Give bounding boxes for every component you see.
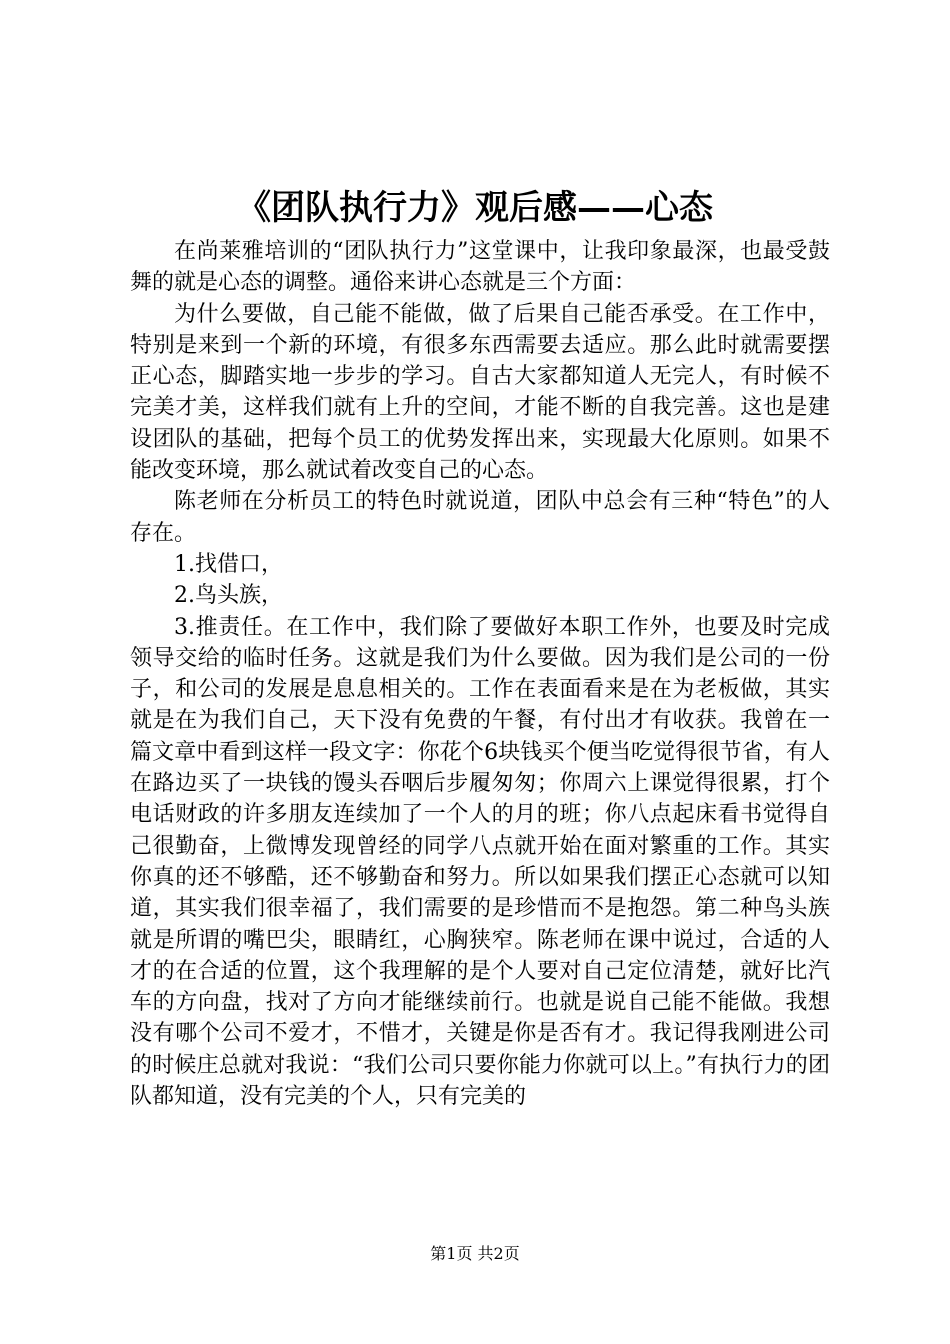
document-title: 《团队执行力》观后感——心态	[237, 188, 713, 228]
document-body	[130, 236, 830, 1112]
list-item-excuses: 1.找借口，	[174, 551, 283, 577]
list-item-blame: 3.推责任。在工作中，我们除了要做好本职工作外，也要及时完成领导交给的临时任务。这就是我们为什么要做。因为我们是公司的一份子，和公司的发展是息息相关的。工作在表面看来是在为老板做，其实就是在为我们自己，天下没有免费的午餐，有付出才有收获。我曾在一篇文章中看到这样一段文字：你花个6块钱买个便当吃觉得很节省，有人在路边买了一块钱的馒头吞咽后步履匆匆；你周六上课觉得很累，打个电话财政的许多朋友连续加了一个人的月的班；你八点起床看书觉得自己很勤奋，上微博发现曾经的同学八点就开始在面对繁重的工作。其实你真的还不够酷，还不够勤奋和努力。所以如果我们摆正心态就可以知道，其实我们很幸福了，我们需要的是珍惜而不是抱怨。第二种鸟头族就是所谓的嘴巴尖，眼睛红，心胸狭窄。陈老师在课中说过，合适的人才的在合适的位置，这个我理解的是个人要对自己定位清楚，就好比汽车的方向盘，找对了方向才能继续前行。也就是说自己能不能做。我想没有哪个公司不爱才，不惜才，关键是你是否有才。我记得我刚进公司的时候庄总就对我说：“我们公司只要你能力你就可以上。”有执行力的团队都知道，没有完美的个人，只有完美的	[130, 614, 830, 1110]
page-number: 第1页 共2页	[430, 1244, 520, 1263]
list-item-bird-head: 2.鸟头族，	[174, 583, 283, 609]
paragraph-attitude: 为什么要做，自己能不能做，做了后果自己能否承受。在工作中，特别是来到一个新的环境，有很多东西需要去适应。那么此时就需要摆正心态，脚踏实地一步步的学习。自古大家都知道人无完人，有时候不完美才美，这样我们就有上升的空间，才能不断的自我完善。这也是建设团队的基础，把每个员工的优势发挥出来，实现最大化原则。如果不能改变环境，那么就试着改变自己的心态。	[130, 301, 830, 484]
paragraph-three-types: 陈老师在分析员工的特色时就说道，团队中总会有三种“特色”的人存在。	[130, 489, 830, 546]
paragraph-intro: 在尚莱雅培训的“团队执行力”这堂课中，让我印象最深，也最受鼓舞的就是心态的调整。通俗来讲心态就是三个方面：	[130, 239, 830, 296]
